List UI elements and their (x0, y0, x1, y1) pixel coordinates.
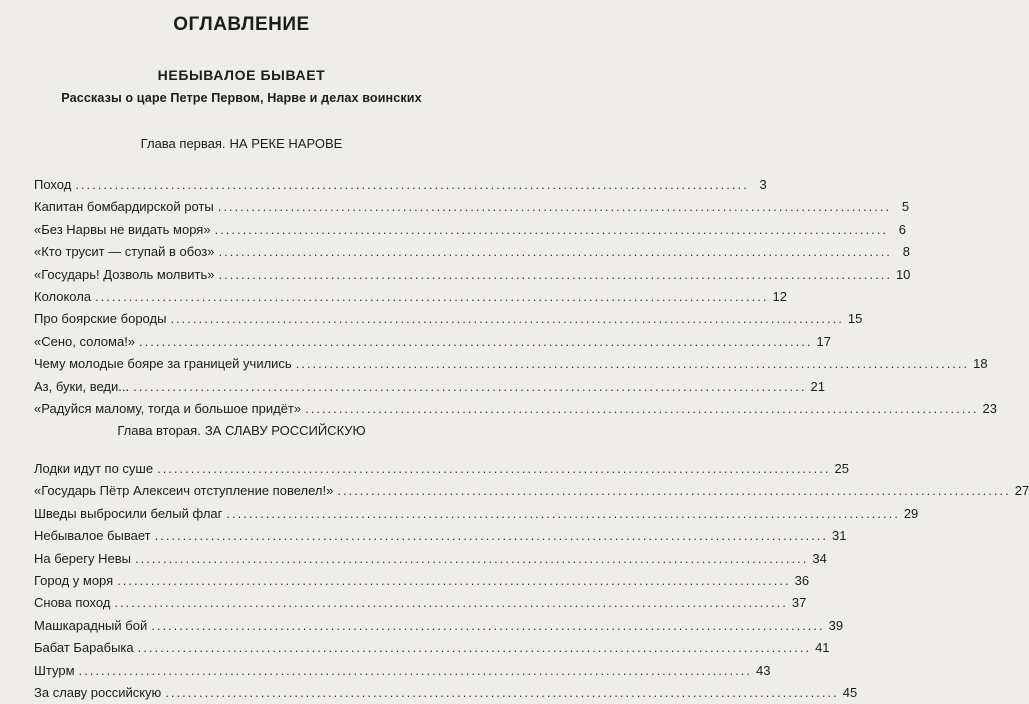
toc-entry[interactable] (34, 308, 863, 330)
entry-title: «Без Нарвы не видать моря» (34, 221, 211, 237)
entry-title: За славу российскую (34, 684, 162, 700)
toc-entry[interactable] (34, 570, 810, 592)
leader-dots: ........................................................................................................................ (78, 662, 752, 678)
book-subtitle: Рассказы о царе Петре Первом, Нарве и делах воинских (61, 91, 422, 105)
entry-page: 21 (810, 378, 825, 394)
toc-entry[interactable] (34, 174, 767, 196)
leader-dots: ........................................................................................................................ (75, 177, 749, 192)
leader-dots: ........................................................................................................................ (95, 288, 769, 304)
toc-entry[interactable] (34, 615, 844, 637)
toc-entry[interactable] (34, 264, 911, 286)
entry-title: Город у моря (34, 572, 114, 588)
toc-entry[interactable] (34, 637, 830, 659)
leader-dots: ........................................................................................................................ (165, 684, 839, 700)
entry-title: Колокола (34, 288, 92, 304)
entry-page: 8 (902, 244, 910, 260)
chapter-heading-1 (0, 136, 483, 151)
entry-page: 37 (791, 595, 807, 611)
entry-title: Небывалое бывает (34, 528, 151, 544)
entry-page: 36 (794, 572, 810, 588)
toc-entry[interactable] (34, 331, 831, 353)
toc-list-chapter-1 (34, 174, 997, 420)
leader-dots: ........................................................................................................................ (305, 400, 979, 416)
entry-title: «Сено, солома!» (34, 333, 136, 349)
leader-dots: ........................................................................................................................ (114, 595, 788, 611)
entry-title: Снова поход (34, 595, 111, 611)
chapter-name: ЗА СЛАВУ РОССИЙСКУЮ (204, 423, 366, 438)
toc-entry[interactable] (34, 592, 807, 614)
entry-title: На берегу Невы (34, 550, 131, 566)
chapter-heading-2 (0, 423, 483, 438)
chapter-label: Глава вторая. (117, 423, 201, 438)
leader-dots: ........................................................................................................................ (151, 617, 825, 633)
entry-page: 6 (898, 221, 906, 237)
toc-entry[interactable] (34, 458, 849, 480)
toc-entry[interactable] (34, 196, 910, 218)
toc-entry[interactable] (34, 660, 771, 682)
leader-dots: ........................................................................................................................ (133, 378, 807, 394)
entry-page: 34 (812, 550, 827, 566)
toc-entry[interactable] (34, 548, 827, 570)
toc-entry[interactable] (34, 480, 1029, 502)
toc-entry[interactable] (34, 682, 858, 704)
leader-dots: ........................................................................................................................ (295, 356, 970, 372)
page-heading: ОГЛАВЛЕНИЕ (173, 14, 310, 35)
entry-page: 27 (1014, 483, 1029, 499)
toc-entry[interactable] (34, 503, 919, 525)
toc-entry[interactable] (34, 219, 906, 241)
leader-dots: ........................................................................................................................ (226, 505, 900, 521)
entry-page: 45 (842, 684, 858, 700)
entry-page: 25 (834, 461, 849, 476)
entry-page: 3 (759, 177, 767, 192)
entry-title: Штурм (34, 662, 75, 678)
toc-entry[interactable] (34, 353, 988, 375)
toc-entry[interactable] (34, 398, 997, 420)
toc-entry[interactable] (34, 241, 910, 263)
entry-title: Шведы выбросили белый флаг (34, 505, 223, 521)
entry-title: Бабат Барабыка (34, 640, 134, 656)
leader-dots: ........................................................................................................................ (218, 266, 892, 282)
entry-page: 29 (903, 505, 919, 521)
entry-title: «Государь Пётр Алексеич отступление повелел!» (34, 483, 334, 499)
toc-entry[interactable] (34, 286, 787, 308)
entry-title: Машкарадный бой (34, 617, 148, 633)
leader-dots: ........................................................................................................................ (154, 528, 829, 544)
entry-title: Капитан бомбардирской роты (34, 199, 214, 215)
entry-page: 41 (815, 640, 830, 656)
leader-dots: ........................................................................................................................ (134, 550, 809, 566)
entry-page: 23 (982, 400, 997, 416)
entry-title: «Кто трусит — ступай в обоз» (34, 244, 215, 260)
entry-page: 15 (847, 311, 863, 327)
chapter-label: Глава первая. (140, 136, 226, 151)
toc-list-chapter-2 (34, 458, 1029, 704)
entry-page: 18 (973, 356, 988, 372)
entry-title: Поход (34, 177, 72, 192)
entry-page: 39 (828, 617, 844, 633)
leader-dots: ........................................................................................................................ (117, 572, 791, 588)
leader-dots: ........................................................................................................................ (157, 461, 831, 476)
entry-page: 12 (772, 288, 787, 304)
entry-title: Про боярские бороды (34, 311, 167, 327)
entry-page: 17 (816, 333, 831, 349)
entry-page: 10 (895, 266, 911, 282)
entry-title: «Государь! Дозволь молвить» (34, 266, 215, 282)
leader-dots: ........................................................................................................................ (137, 640, 812, 656)
leader-dots: ........................................................................................................................ (218, 244, 892, 260)
entry-title: Лодки идут по суше (34, 461, 154, 476)
toc-entry[interactable] (34, 376, 825, 398)
leader-dots: ........................................................................................................................ (139, 333, 813, 349)
entry-page: 31 (832, 528, 847, 544)
entry-title: Аз, буки, веди... (34, 378, 130, 394)
entry-page: 43 (755, 662, 771, 678)
book-title: НЕБЫВАЛОЕ БЫВАЕТ (157, 67, 326, 83)
entry-page: 5 (901, 199, 910, 215)
toc-entry[interactable] (34, 525, 847, 547)
leader-dots: ........................................................................................................................ (337, 483, 1011, 499)
leader-dots: ........................................................................................................................ (170, 311, 844, 327)
chapter-name: НА РЕКЕ НАРОВЕ (229, 136, 343, 151)
leader-dots: ........................................................................................................................ (214, 221, 888, 237)
entry-title: Чему молодые бояре за границей учились (34, 356, 292, 372)
entry-title: «Радуйся малому, тогда и большое придёт» (34, 400, 302, 416)
leader-dots: ........................................................................................................................ (217, 199, 892, 215)
